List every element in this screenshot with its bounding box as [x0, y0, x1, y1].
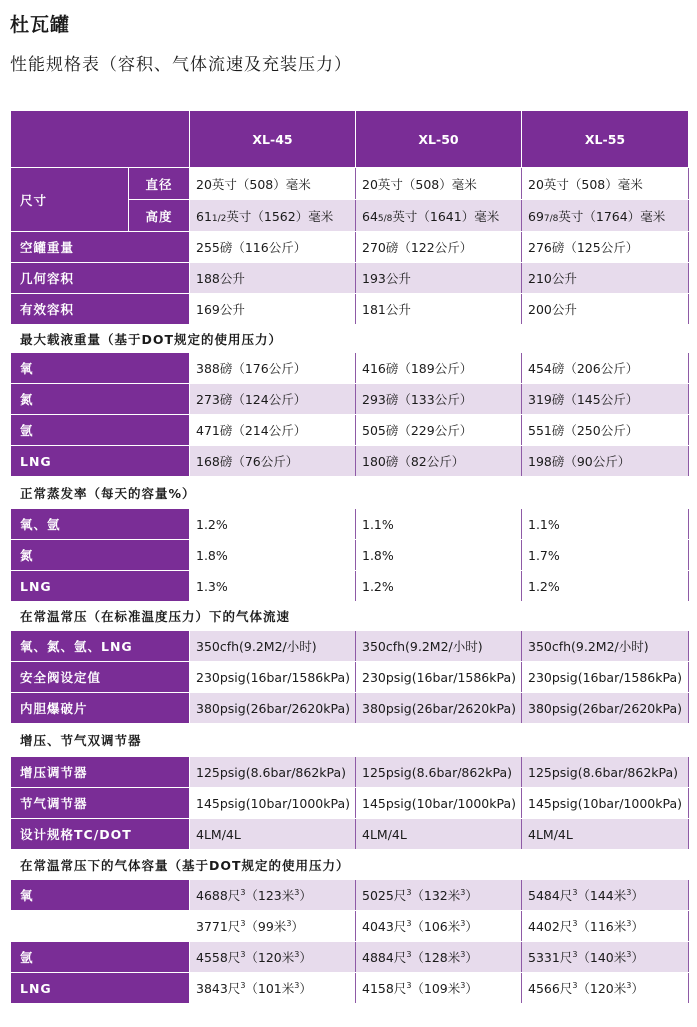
section-title: 最大载液重量（基于DOT规定的使用压力）: [11, 325, 689, 353]
table-cell: 4688尺$^3$（123米$^3$）: [190, 880, 356, 911]
table-cell: 188公升: [190, 263, 356, 294]
table-cell: 145psig(10bar/1000kPa): [190, 788, 356, 819]
table-cell: 1.2%: [190, 509, 356, 540]
table-row: [11, 446, 689, 477]
table-cell: 380psig(26bar/2620kPa): [356, 693, 522, 724]
table-cell: 145psig(10bar/1000kPa): [356, 788, 522, 819]
row-label: 有效容积: [11, 294, 190, 325]
table-row: [11, 880, 689, 911]
table-cell: 5331尺$^3$（140米$^3$）: [522, 942, 689, 973]
spec-table: [10, 110, 689, 1004]
section-header-row: [11, 602, 689, 631]
row-label: 尺寸: [11, 168, 129, 232]
section-title: 在常温常压下的气体容量（基于DOT规定的使用压力）: [11, 850, 689, 880]
table-cell: 198磅（90公斤）: [522, 446, 689, 477]
table-cell: 20英寸（508）毫米: [356, 168, 522, 200]
row-label: 安全阀设定值: [11, 662, 190, 693]
table-cell: 145psig(10bar/1000kPa): [522, 788, 689, 819]
table-cell: 125psig(8.6bar/862kPa): [356, 757, 522, 788]
table-cell: 255磅（116公斤）: [190, 232, 356, 263]
row-sublabel: 直径: [129, 168, 190, 200]
table-cell: 1.8%: [190, 540, 356, 571]
row-label: LNG: [11, 446, 190, 477]
section-header-row: [11, 850, 689, 880]
table-cell: [190, 200, 356, 232]
row-label: [11, 911, 190, 942]
table-cell: 125psig(8.6bar/862kPa): [190, 757, 356, 788]
table-header-row: [11, 111, 689, 168]
model-header: XL-55: [522, 111, 689, 168]
table-cell: 200公升: [522, 294, 689, 325]
height-fraction: 1/2: [211, 213, 227, 224]
table-cell: 471磅（214公斤）: [190, 415, 356, 446]
table-cell: 454磅（206公斤）: [522, 353, 689, 384]
section-title: 增压、节气双调节器: [11, 724, 689, 757]
table-row: [11, 571, 689, 602]
table-cell: [522, 200, 689, 232]
table-row: [11, 263, 689, 294]
table-cell: 20英寸（508）毫米: [190, 168, 356, 200]
table-row: [11, 693, 689, 724]
table-cell: 1.3%: [190, 571, 356, 602]
table-row: [11, 631, 689, 662]
table-row: [11, 294, 689, 325]
table-cell: 1.7%: [522, 540, 689, 571]
table-cell: 1.8%: [356, 540, 522, 571]
table-cell: 4LM/4L: [356, 819, 522, 850]
row-label: 增压调节器: [11, 757, 190, 788]
page-title: 杜瓦罐: [10, 14, 71, 36]
table-row: [11, 509, 689, 540]
table-row: [11, 232, 689, 263]
row-label: 几何容积: [11, 263, 190, 294]
table-cell: 319磅（145公斤）: [522, 384, 689, 415]
table-cell: 380psig(26bar/2620kPa): [522, 693, 689, 724]
header-blank-cell: [11, 111, 190, 168]
table-row: [11, 973, 689, 1004]
table-row: [11, 788, 689, 819]
height-rest: 英寸（1641）毫米: [392, 208, 500, 224]
table-cell: 3843尺$^3$（101米$^3$）: [190, 973, 356, 1004]
row-label: 设计规格TC/DOT: [11, 819, 190, 850]
row-label: 氧、氩: [11, 509, 190, 540]
table-cell: 210公升: [522, 263, 689, 294]
table-cell: 1.2%: [522, 571, 689, 602]
model-header: XL-45: [190, 111, 356, 168]
row-label: LNG: [11, 973, 190, 1004]
height-rest: 英寸（1764）毫米: [558, 208, 666, 224]
table-row: [11, 819, 689, 850]
table-cell: 230psig(16bar/1586kPa): [522, 662, 689, 693]
table-row: [11, 353, 689, 384]
row-label: 氧: [11, 353, 190, 384]
row-label: 氩: [11, 415, 190, 446]
table-row: [11, 911, 689, 942]
height-whole: 69: [528, 208, 544, 224]
table-cell: 388磅（176公斤）: [190, 353, 356, 384]
table-cell: 4043尺$^3$（106米$^3$）: [356, 911, 522, 942]
table-cell: 20英寸（508）毫米: [522, 168, 689, 200]
row-label: 节气调节器: [11, 788, 190, 819]
row-label: 氧: [11, 880, 190, 911]
table-cell: 4402尺$^3$（116米$^3$）: [522, 911, 689, 942]
row-label: LNG: [11, 571, 190, 602]
height-fraction: 7/8: [543, 213, 559, 224]
table-cell: 4LM/4L: [522, 819, 689, 850]
table-cell: 380psig(26bar/2620kPa): [190, 693, 356, 724]
table-cell: 230psig(16bar/1586kPa): [190, 662, 356, 693]
table-cell: 1.1%: [356, 509, 522, 540]
table-cell: 416磅（189公斤）: [356, 353, 522, 384]
height-fraction: 5/8: [377, 213, 393, 224]
table-cell: 350cfh(9.2M2/小时): [356, 631, 522, 662]
section-title: 在常温常压（在标准温度压力）下的气体流速: [11, 602, 689, 631]
table-cell: 169公升: [190, 294, 356, 325]
section-header-row: [11, 325, 689, 353]
row-label: 内胆爆破片: [11, 693, 190, 724]
table-row: [11, 415, 689, 446]
table-cell: 276磅（125公斤）: [522, 232, 689, 263]
height-rest: 英寸（1562）毫米: [226, 208, 334, 224]
table-cell: [356, 200, 522, 232]
table-cell: 4884尺$^3$（128米$^3$）: [356, 942, 522, 973]
row-label: 空罐重量: [11, 232, 190, 263]
table-cell: 4LM/4L: [190, 819, 356, 850]
table-cell: 1.2%: [356, 571, 522, 602]
table-cell: 505磅（229公斤）: [356, 415, 522, 446]
table-cell: 273磅（124公斤）: [190, 384, 356, 415]
table-cell: 1.1%: [522, 509, 689, 540]
height-whole: 61: [196, 208, 212, 224]
row-label: 氧、氮、氩、LNG: [11, 631, 190, 662]
table-cell: 5484尺$^3$（144米$^3$）: [522, 880, 689, 911]
row-label: 氮: [11, 384, 190, 415]
section-header-row: [11, 477, 689, 509]
row-label: 氩: [11, 942, 190, 973]
table-row: [11, 662, 689, 693]
table-cell: 230psig(16bar/1586kPa): [356, 662, 522, 693]
table-row: [11, 757, 689, 788]
table-cell: 5025尺$^3$（132米$^3$）: [356, 880, 522, 911]
table-cell: 125psig(8.6bar/862kPa): [522, 757, 689, 788]
table-cell: 180磅（82公斤）: [356, 446, 522, 477]
section-title: 正常蒸发率（每天的容量%）: [11, 477, 689, 509]
table-cell: 4558尺$^3$（120米$^3$）: [190, 942, 356, 973]
table-cell: 270磅（122公斤）: [356, 232, 522, 263]
table-cell: 350cfh(9.2M2/小时): [190, 631, 356, 662]
table-cell: 350cfh(9.2M2/小时): [522, 631, 689, 662]
table-cell: 193公升: [356, 263, 522, 294]
table-row: [11, 168, 689, 200]
row-label: 氮: [11, 540, 190, 571]
section-header-row: [11, 724, 689, 757]
model-header: XL-50: [356, 111, 522, 168]
table-row: [11, 942, 689, 973]
height-whole: 64: [362, 208, 378, 224]
table-cell: 551磅（250公斤）: [522, 415, 689, 446]
table-row: [11, 540, 689, 571]
table-cell: 181公升: [356, 294, 522, 325]
table-row: [11, 384, 689, 415]
table-cell: 168磅（76公斤）: [190, 446, 356, 477]
page-subtitle: 性能规格表（容积、气体流速及充装压力）: [10, 55, 352, 75]
row-sublabel: 高度: [129, 200, 190, 232]
table-cell: 4566尺$^3$（120米$^3$）: [522, 973, 689, 1004]
table-cell: 4158尺$^3$（109米$^3$）: [356, 973, 522, 1004]
table-cell: 293磅（133公斤）: [356, 384, 522, 415]
table-cell: 3771尺$^3$（99米$^3$）: [190, 911, 356, 942]
